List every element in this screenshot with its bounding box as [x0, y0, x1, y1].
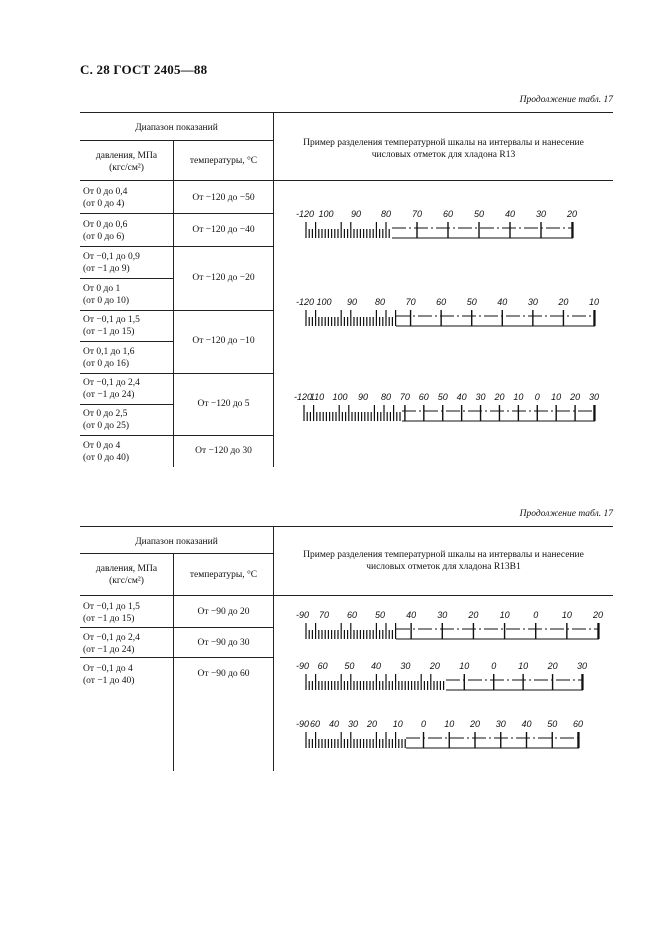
table2-header-pressure-line2: (кгс/см²)	[109, 576, 144, 586]
table2-temperature-cell: От −90 до 60	[197, 669, 250, 679]
temperature-scale-drawing	[296, 660, 586, 696]
scale-label: 100	[332, 392, 348, 402]
table1-temperature-cell: От −120 до −10	[192, 336, 255, 346]
scale-label: 60	[442, 209, 454, 219]
table1-col-divider-2	[273, 112, 274, 467]
table1-pressure-cell	[83, 219, 127, 243]
scale-label: 60	[317, 661, 328, 671]
table2-header-pressure-line1: давления, МПа	[95, 564, 158, 574]
table2-header-range: Диапазон показаний	[135, 537, 218, 547]
pressure-value-kgf: (от 0 до 4)	[83, 199, 125, 209]
scale-label: 100	[318, 209, 334, 219]
table2-pressure-cell	[83, 632, 140, 656]
table2-header-example-line2: числовых отметок для хладона R13B1	[366, 562, 521, 572]
table2-header-bottom	[80, 595, 613, 596]
scale-label: 20	[494, 392, 505, 402]
table1-row-divider	[80, 213, 273, 214]
pressure-value: От −0,1 до 1,5	[83, 602, 140, 612]
pressure-value-kgf: (от 0 до 16)	[83, 359, 130, 369]
temperature-scale-drawing	[296, 208, 576, 244]
table1-header-example	[274, 137, 613, 161]
table1-top-border	[80, 112, 613, 113]
pressure-value-kgf: (от 0 до 10)	[83, 296, 130, 306]
scale-label: 80	[380, 392, 392, 402]
scale-label: 80	[374, 297, 386, 307]
scale-label: 0	[420, 719, 427, 729]
scale-label: 10	[561, 610, 572, 620]
scale-label: -90	[296, 661, 310, 671]
pressure-value: От −0,1 до 0,9	[83, 252, 140, 262]
table1-continuation: Продолжение табл. 17	[519, 95, 613, 105]
scale-label: -120	[296, 209, 315, 219]
scale-label: -90	[296, 719, 310, 729]
table1-header-example-line2: числовых отметок для хладона R13	[371, 150, 516, 160]
table1-header-divider	[80, 140, 273, 141]
scale-label: 20	[570, 392, 581, 402]
scale-label: -120	[294, 392, 313, 402]
table1-header-range: Диапазон показаний	[135, 123, 218, 133]
scale-label: 30	[588, 392, 600, 402]
table2-header-divider	[80, 553, 273, 554]
table1-col-divider-1	[173, 140, 174, 467]
table2-header-pressure	[80, 563, 173, 587]
temperature-scale-drawing	[296, 609, 602, 645]
pressure-value: От 0 до 2,5	[83, 409, 128, 419]
table1-temperature-cell: От −120 до −50	[192, 193, 255, 203]
scale-label: 40	[328, 719, 340, 729]
scale-label: 40	[521, 719, 532, 729]
scale-label: 60	[346, 610, 358, 620]
scale-label: -120	[296, 297, 315, 307]
scale-label: 0	[533, 610, 539, 620]
table2-row-divider	[80, 657, 273, 658]
scale-label: 40	[504, 209, 516, 219]
table1-temperature-cell: От −120 до −20	[192, 273, 255, 283]
table1-temperature-cell: От −120 до 5	[197, 399, 250, 409]
table1-row-divider	[80, 373, 273, 374]
scale-label: 30	[495, 719, 506, 729]
temperature-scale-drawing	[294, 391, 598, 427]
scale-label: -90	[296, 610, 310, 620]
scale-label: 40	[370, 661, 382, 671]
table1-header-pressure-line2: (кгс/см²)	[109, 163, 144, 173]
table1-row-divider	[80, 341, 173, 342]
scale-label: 10	[459, 661, 470, 671]
scale-label: 30	[535, 209, 547, 219]
pressure-value: От 0,1 до 1,6	[83, 347, 135, 357]
table2-temperature-cell: От −90 до 20	[197, 607, 250, 617]
scale-label: 30	[527, 297, 538, 307]
scale-label: 60	[436, 297, 447, 307]
scale-label: 90	[346, 297, 358, 307]
pressure-value: От −0,1 до 4	[83, 664, 133, 674]
table2-col-divider-1	[173, 553, 174, 771]
table1-pressure-cell	[83, 251, 140, 275]
scale-label: 80	[380, 209, 392, 219]
scale-label: 90	[350, 209, 362, 219]
pressure-value-kgf: (от 0 до 25)	[83, 421, 130, 431]
pressure-value: От 0 до 0,4	[83, 187, 128, 197]
table1-pressure-cell	[83, 314, 140, 338]
scale-label: 40	[456, 392, 467, 402]
table2-top-border	[80, 526, 613, 527]
table2-temperature-cell: От −90 до 30	[197, 638, 250, 648]
scale-label: 70	[399, 392, 410, 402]
scale-label: 40	[406, 610, 417, 620]
scale-label: 20	[429, 661, 440, 671]
scale-label: 50	[437, 392, 448, 402]
scale-label: 50	[466, 297, 477, 307]
table1-pressure-cell	[83, 377, 140, 401]
table2-pressure-cell	[83, 601, 140, 625]
scale-label: 60	[309, 719, 321, 729]
scale-label: 10	[551, 392, 562, 402]
scale-label: 60	[418, 392, 429, 402]
scale-label: 110	[309, 392, 325, 402]
scale-label: 0	[491, 661, 497, 671]
scale-label: 70	[318, 610, 330, 620]
scale-label: 10	[499, 610, 510, 620]
scale-label: 10	[513, 392, 524, 402]
scale-label: 10	[518, 661, 529, 671]
scale-label: 90	[357, 392, 369, 402]
pressure-value-kgf: (от 0 до 40)	[83, 453, 130, 463]
table2-header-example	[274, 549, 613, 573]
scale-label: 20	[468, 610, 479, 620]
table1-header-pressure	[80, 150, 173, 174]
scale-label: 20	[366, 719, 378, 729]
table1-pressure-cell	[83, 408, 129, 432]
temperature-scale-drawing	[296, 718, 582, 754]
table2-row-divider	[80, 627, 273, 628]
table1-row-divider	[80, 278, 173, 279]
table1-row-divider	[80, 310, 273, 311]
pressure-value-kgf: (от −1 до 9)	[83, 264, 130, 274]
table1-pressure-cell	[83, 440, 129, 464]
scale-label: 10	[392, 719, 403, 729]
table1-header-bottom	[80, 180, 613, 181]
table2-continuation: Продолжение табл. 17	[519, 509, 613, 519]
scale-label: 20	[469, 719, 481, 729]
scale-label: 20	[592, 610, 604, 620]
table2-pressure-cell	[83, 663, 134, 687]
table1-header-pressure-line1: давления, МПа	[95, 151, 158, 161]
table2-header-example-line1: Пример разделения температурной шкалы на интервалы и нанесение	[303, 550, 584, 560]
scale-label: 50	[374, 610, 386, 620]
scale-label: 20	[566, 209, 578, 219]
pressure-value-kgf: (от −1 до 24)	[83, 390, 135, 400]
scale-label: 20	[558, 297, 569, 307]
scale-label: 60	[572, 719, 584, 729]
table1-temperature-cell: От −120 до −40	[192, 225, 255, 235]
pressure-value: От −0,1 до 2,4	[83, 633, 140, 643]
table1-pressure-cell	[83, 283, 129, 307]
table1-header-example-line1: Пример разделения температурной шкалы на интервалы и нанесение	[303, 138, 584, 148]
pressure-value: От −0,1 до 2,4	[83, 378, 140, 388]
pressure-value: От −0,1 до 1,5	[83, 315, 140, 325]
table1-row-divider	[80, 246, 273, 247]
scale-label: 30	[347, 719, 359, 729]
scale-label: 50	[547, 719, 558, 729]
scale-label: 0	[534, 392, 540, 402]
table1-header-temperature: температуры, °С	[189, 156, 258, 166]
scale-label: 50	[344, 661, 355, 671]
table1-pressure-cell	[83, 346, 134, 370]
scale-label: 30	[400, 661, 411, 671]
table1-row-divider	[80, 435, 273, 436]
scale-label: 50	[473, 209, 485, 219]
temperature-scale-drawing	[296, 296, 598, 332]
page-header: С. 28 ГОСТ 2405—88	[80, 62, 208, 77]
scale-label: 70	[411, 209, 423, 219]
scale-label: 70	[405, 297, 416, 307]
table2-header-temperature: температуры, °С	[189, 570, 258, 580]
scale-label: 10	[588, 297, 600, 307]
scale-label: 30	[475, 392, 486, 402]
pressure-value-kgf: (от −1 до 15)	[83, 614, 135, 624]
pressure-value: От 0 до 4	[83, 441, 121, 451]
table1-row-divider	[80, 404, 173, 405]
table1-pressure-cell	[83, 186, 127, 210]
scale-label: 30	[576, 661, 588, 671]
pressure-value-kgf: (от −1 до 15)	[83, 327, 135, 337]
scale-label: 20	[547, 661, 558, 671]
pressure-value: От 0 до 0,6	[83, 220, 128, 230]
pressure-value-kgf: (от 0 до 6)	[83, 232, 125, 242]
scale-label: 10	[444, 719, 455, 729]
scale-label: 100	[316, 297, 332, 307]
pressure-value: От 0 до 1	[83, 284, 121, 294]
pressure-value-kgf: (от −1 до 40)	[83, 676, 135, 686]
scale-label: 40	[497, 297, 508, 307]
pressure-value-kgf: (от −1 до 24)	[83, 645, 135, 655]
table1-temperature-cell: От −120 до 30	[195, 446, 252, 456]
scale-label: 30	[437, 610, 448, 620]
